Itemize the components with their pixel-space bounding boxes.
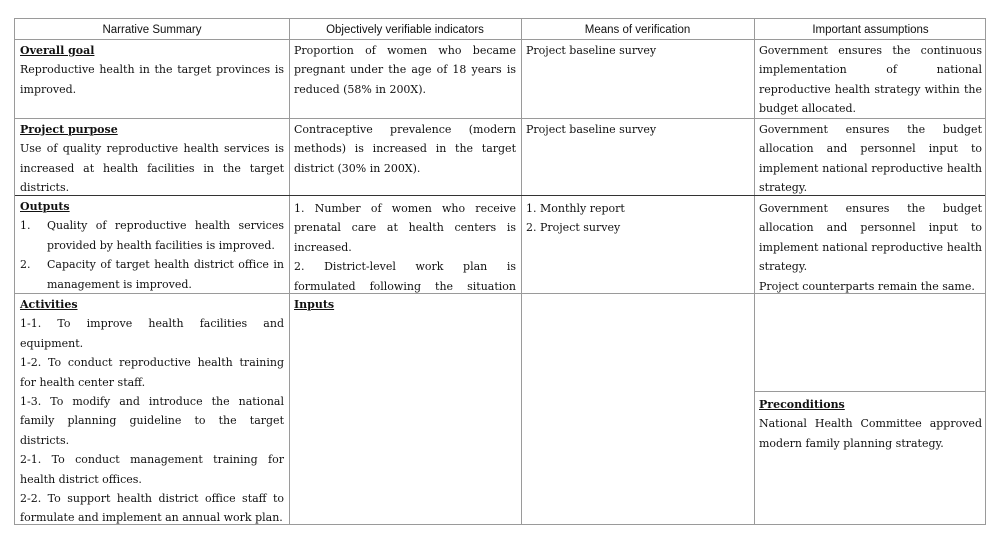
output-item [20, 216, 284, 255]
overall-goal-title: Overall goal [20, 44, 95, 57]
preconditions-cell [754, 391, 987, 526]
activity-item: 2-2. To support health district office staff to formulate and implement an annual work plan. [20, 492, 284, 525]
outputs-verification-item: 1. Monthly report [526, 202, 625, 215]
project-purpose-assumption: Government ensures the budget allocation and personnel input to implement national reproductive health strategy. [759, 123, 982, 195]
outputs-indicator: 2. District-level work plan is formulated following the situation [294, 260, 516, 293]
preconditions-title: Preconditions [759, 398, 845, 411]
project-purpose-summary-cell [15, 118, 289, 195]
outputs-indicator: 1. Number of women who receive prenatal care at health centers is increased. [294, 202, 516, 254]
header-narrative-summary: Narrative Summary [102, 24, 202, 36]
overall-goal-verification: Project baseline survey [526, 44, 657, 57]
outputs-summary-cell [15, 195, 289, 293]
inputs-cell [289, 293, 521, 526]
output-item-number: 2. [20, 258, 31, 272]
overall-goal-assumption: Government ensures the continuous implementation of national reproductive health strategy within the budget allocated. [759, 44, 982, 116]
output-item-text: Capacity of target health district office in management is improved. [47, 258, 284, 291]
outputs-assumption: Government ensures the budget allocation and personnel input to implement national reproductive health strategy. [759, 202, 982, 274]
outputs-assumptions-cell [754, 195, 987, 293]
outputs-title: Outputs [20, 200, 70, 213]
output-item-number: 1. [20, 219, 31, 233]
inputs-title: Inputs [294, 298, 335, 311]
project-purpose-verification: Project baseline survey [526, 123, 657, 136]
overall-goal-summary: Reproductive health in the target provinces is improved. [20, 63, 284, 96]
outputs-verification-cell [521, 195, 754, 293]
activities-verification-cell [521, 293, 754, 526]
project-purpose-indicator: Contraceptive prevalence (modern methods) is increased in the target district (30% in 200X). [294, 123, 516, 175]
outputs-assumption: Project counterparts remain the same. [759, 279, 975, 293]
activities-cell [15, 293, 289, 526]
outputs-indicators-cell [289, 195, 521, 293]
outputs-verification-item: 2. Project survey [526, 221, 621, 235]
header-means-of-verification: Means of verification [584, 24, 691, 36]
activity-item: 2-1. To conduct management training for health district offices. [20, 453, 284, 486]
activity-item: 1-3. To modify and introduce the national family planning guideline to the target districts. [20, 395, 284, 447]
preconditions-text: National Health Committee approved modern family planning strategy. [759, 417, 982, 450]
overall-goal-summary-cell [15, 39, 289, 118]
project-purpose-summary: Use of quality reproductive health services is increased at health facilities in the target districts. [20, 142, 284, 195]
overall-goal-indicator: Proportion of women who became pregnant under the age of 18 years is reduced (58% in 200X). [294, 44, 516, 96]
header-important-assumptions: Important assumptions [812, 24, 929, 36]
activities-assumptions-cell [754, 293, 987, 391]
activity-item: 1-2. To conduct reproductive health training for health center staff. [20, 356, 284, 389]
activity-item: 1-1. To improve health facilities and equipment. [20, 317, 284, 350]
header-indicators: Objectively verifiable indicators [326, 24, 484, 36]
project-purpose-title: Project purpose [20, 123, 118, 136]
activities-title: Activities [20, 298, 78, 311]
output-item-text: Quality of reproductive health services provided by health facilities is improved. [47, 219, 284, 252]
output-item [20, 255, 284, 293]
logframe-table [14, 18, 986, 525]
